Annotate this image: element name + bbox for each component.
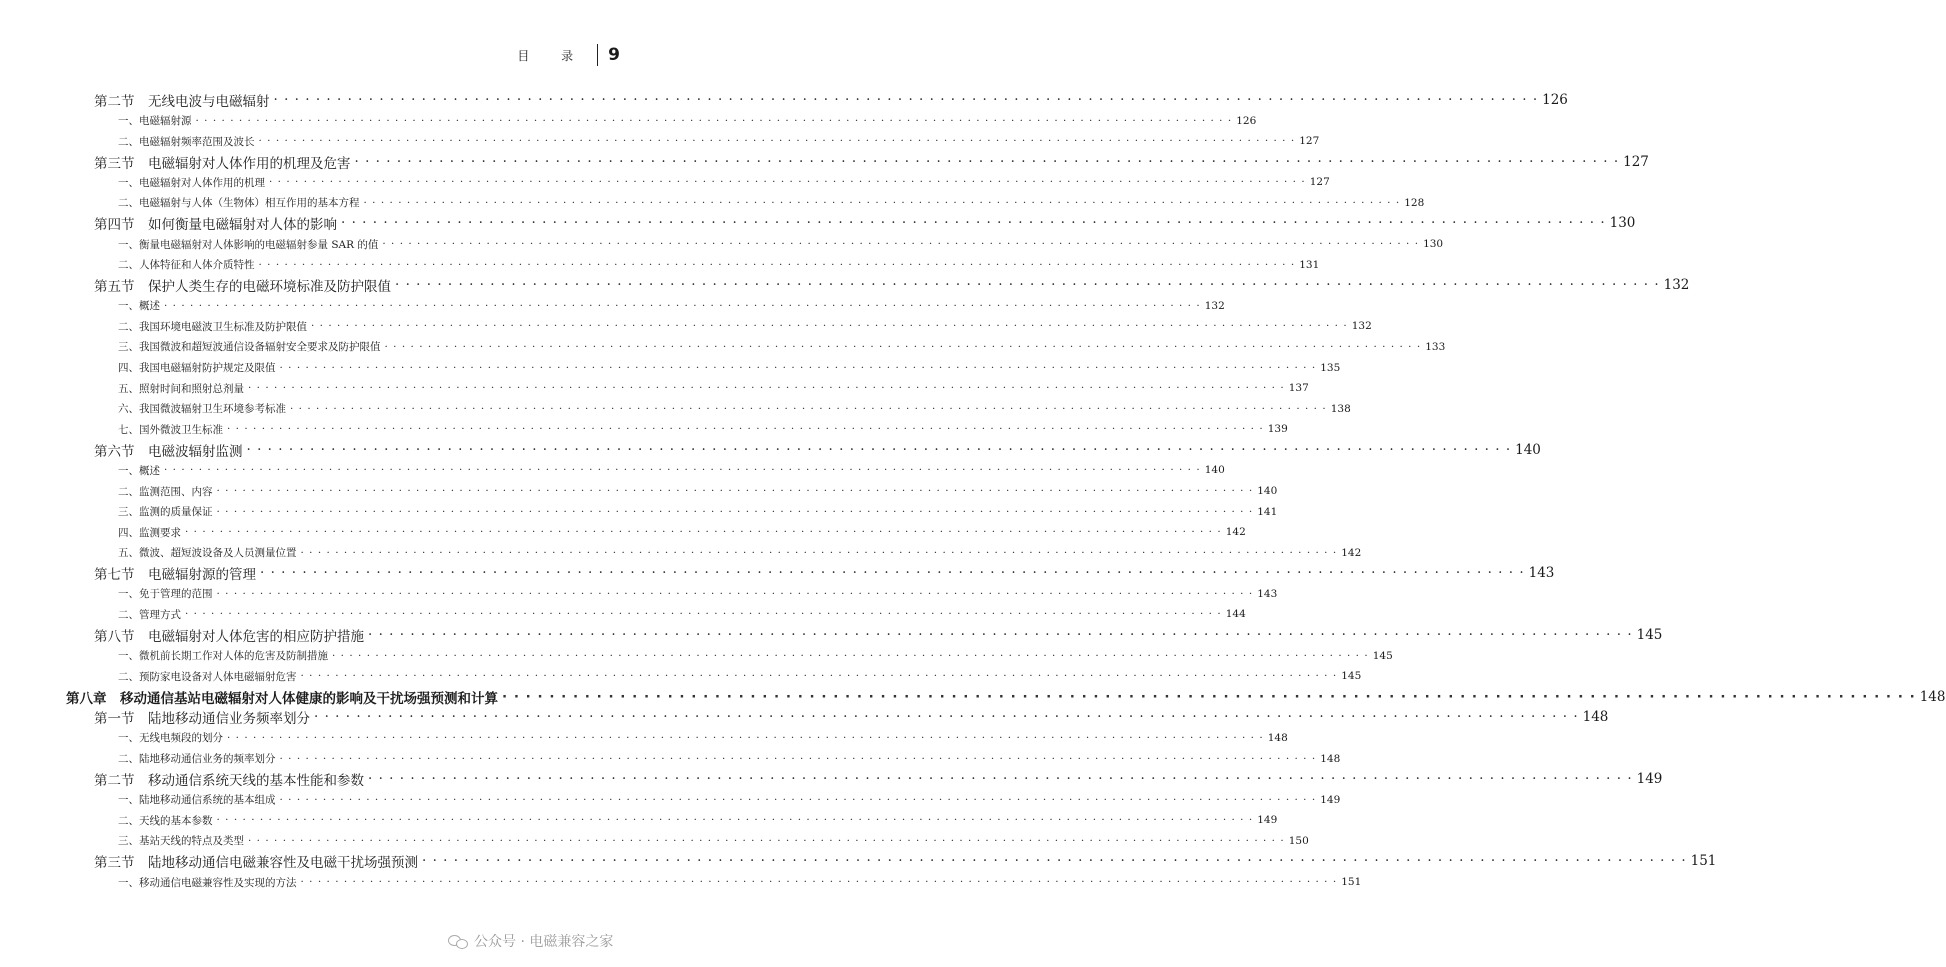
toc-leader-dots: · · · · · · · · · · · · · · · · · · · · · · · · · · · · · · · · · · · · · · · · · · · · · · · · · · · · · · · · · · · · · · · · · · · · · · · · · · · · · · · · · · · · · · · · · · · · · · · · · · · · · · · · · · · · · · · · · · · · · · · · — [422, 853, 1687, 870]
toc-page-number: 132 — [1204, 299, 1225, 312]
toc-label: 一、衡量电磁辐射对人体影响的电磁辐射参量 SAR 的值 — [118, 238, 379, 251]
toc-subentry — [118, 811, 1278, 829]
toc-subentry — [118, 132, 1320, 150]
toc-subentry — [118, 605, 1246, 623]
toc-label: 二、陆地移动通信业务的频率划分 — [118, 753, 276, 766]
toc-subentry — [118, 523, 1246, 541]
toc-page-number: 151 — [1341, 876, 1362, 888]
toc-page-number: 130 — [1609, 215, 1636, 232]
toc-leader-dots: · · · · · · · · · · · · · · · · · · · · · · · · · · · · · · · · · · · · · · · · · · · · · · · · · · · · · · · · · · · · · · · · · · · · · · · · · · · · · · · · · · · · · · · · · · · · · · · · · · · · · · · · · · · · · · · · · · · · · · · · — [227, 423, 1264, 436]
toc-label: 六、我国微波辐射卫生环境参考标准 — [118, 403, 286, 416]
toc-leader-dots: · · · · · · · · · · · · · · · · · · · · · · · · · · · · · · · · · · · · · · · · · · · · · · · · · · · · · · · · · · · · · · · · · · · · · · · · · · · · · · · · · · · · · · · · · · · · · · · · · · · · · · · · · · · · · · · · · · · · · · · · — [216, 485, 1254, 497]
toc-leader-dots: · · · · · · · · · · · · · · · · · · · · · · · · · · · · · · · · · · · · · · · · · · · · · · · · · · · · · · · · · · · · · · · · · · · · · · · · · · · · · · · · · · · · · · · · · · · · · · · · · · · · · · · · · · · · · · · · · · · · · · · · — [395, 277, 1660, 294]
toc-subentry — [118, 791, 1341, 809]
toc-page-number: 142 — [1225, 526, 1246, 539]
toc-page-number: 135 — [1320, 361, 1341, 374]
toc-subentry — [118, 832, 1309, 850]
toc-page-number: 140 — [1257, 485, 1278, 497]
toc-label: 一、移动通信电磁兼容性及实现的方法 — [118, 876, 297, 889]
toc-leader-dots: · · · · · · · · · · · · · · · · · · · · · · · · · · · · · · · · · · · · · · · · · · · · · · · · · · · · · · · · · · · · · · · · · · · · · · · · · · · · · · · · · · · · · · · · · · · · · · · · · · · · · · · · · · · · · · · · · · · · · · · · — [258, 258, 1296, 271]
toc-leader-dots: · · · · · · · · · · · · · · · · · · · · · · · · · · · · · · · · · · · · · · · · · · · · · · · · · · · · · · · · · · · · · · · · · · · · · · · · · · · · · · · · · · · · · · · · · · · · · · · · · · · · · · · · · · · · · · · · · · · · · · · · — [279, 793, 1317, 806]
toc-leader-dots: · · · · · · · · · · · · · · · · · · · · · · · · · · · · · · · · · · · · · · · · · · · · · · · · · · · · · · · · · · · · · · · · · · · · · · · · · · · · · · · · · · · · · · · · · · · · · · · · · · · · · · · · · · · · · · · · · · · · · · · · — [368, 627, 1633, 644]
toc-leader-dots: · · · · · · · · · · · · · · · · · · · · · · · · · · · · · · · · · · · · · · · · · · · · · · · · · · · · · · · · · · · · · · · · · · · · · · · · · · · · · · · · · · · · · · · · · · · · · · · · · · · · · · · · · · · · · · · · · · · · · · · · — [269, 176, 1306, 189]
toc-leader-dots: · · · · · · · · · · · · · · · · · · · · · · · · · · · · · · · · · · · · · · · · · · · · · · · · · · · · · · · · · · · · · · · · · · · · · · · · · · · · · · · · · · · · · · · · · · · · · · · · · · · · · · · · · · · · · · · · · · · · · · · · — [368, 771, 1633, 788]
toc-leader-dots: · · · · · · · · · · · · · · · · · · · · · · · · · · · · · · · · · · · · · · · · · · · · · · · · · · · · · · · · · · · · · · · · · · · · · · · · · · · · · · · · · · · · · · · · · · · · · · · · · · · · · · · · · · · · · · · · · · · · · · · · — [363, 196, 1401, 209]
toc-page-number: 141 — [1257, 505, 1278, 518]
page-number: 9 — [608, 45, 620, 65]
toc-label: 第八节 电磁辐射对人体危害的相应防护措施 — [94, 629, 364, 646]
wechat-icon — [448, 934, 468, 948]
toc-label: 二、人体特征和人体介质特性 — [118, 259, 255, 272]
toc-label: 一、概述 — [118, 464, 160, 477]
toc-label: 一、无线电频段的划分 — [118, 732, 223, 745]
toc-page-number: 145 — [1636, 627, 1663, 644]
toc-page-number: 133 — [1425, 340, 1446, 353]
toc-page-number: 127 — [1309, 176, 1330, 189]
toc-page-number: 148 — [1919, 688, 1946, 705]
toc-label: 第五节 保护人类生存的电磁环境标准及防护限值 — [94, 279, 391, 296]
toc-leader-dots: · · · · · · · · · · · · · · · · · · · · · · · · · · · · · · · · · · · · · · · · · · · · · · · · · · · · · · · · · · · · · · · · · · · · · · · · · · · · · · · · · · · · · · · · · · · · · · · · · · · · · · · · · · · · · · · · · · · · · · · · — [227, 731, 1264, 744]
watermark-text: 公众号 · 电磁兼容之家 — [474, 934, 614, 950]
toc-label: 一、陆地移动通信系统的基本组成 — [118, 794, 276, 807]
toc-page-number: 148 — [1320, 752, 1341, 765]
toc-subentry — [118, 256, 1320, 274]
toc-section — [94, 851, 1717, 872]
toc-section — [94, 275, 1690, 296]
toc-subentry — [118, 873, 1362, 891]
toc-label: 五、微波、超短波设备及人员测量位置 — [118, 547, 297, 560]
toc-label: 七、国外微波卫生标准 — [118, 423, 223, 436]
toc-subentry — [118, 235, 1444, 253]
toc-leader-dots: · · · · · · · · · · · · · · · · · · · · · · · · · · · · · · · · · · · · · · · · · · · · · · · · · · · · · · · · · · · · · · · · · · · · · · · · · · · · · · · · · · · · · · · · · · · · · · · · · · · · · · · · · · · · · · · · · · · · · · · · — [332, 649, 1369, 662]
toc-leader-dots: · · · · · · · · · · · · · · · · · · · · · · · · · · · · · · · · · · · · · · · · · · · · · · · · · · · · · · · · · · · · · · · · · · · · · · · · · · · · · · · · · · · · · · · · · · · · · · · · · · · · · · · · · · · · · · · · · · · · · · · · — [300, 670, 1338, 683]
toc-page-number: 143 — [1528, 565, 1555, 582]
toc-page-number: 132 — [1663, 277, 1690, 294]
toc-page-number: 149 — [1257, 814, 1278, 827]
toc-section — [94, 213, 1636, 234]
toc-label: 第二节 移动通信系统天线的基本性能和参数 — [94, 773, 364, 790]
toc-leader-dots: · · · · · · · · · · · · · · · · · · · · · · · · · · · · · · · · · · · · · · · · · · · · · · · · · · · · · · · · · · · · · · · · · · · · · · · · · · · · · · · · · · · · · · · · · · · · · · · · · · · · · · · · · · · · · · · · · · · · · · · · — [185, 526, 1222, 539]
toc-label: 二、电磁辐射与人体（生物体）相互作用的基本方程 — [118, 197, 360, 210]
toc-leader-dots: · · · · · · · · · · · · · · · · · · · · · · · · · · · · · · · · · · · · · · · · · · · · · · · · · · · · · · · · · · · · · · · · · · · · · · · · · · · · · · · · · · · · · · · · · · · · · · · · · · · · · · · · · · · · · · · · · · · · · · · · — [311, 320, 1348, 333]
toc-label: 二、监测范围、内容 — [118, 485, 213, 498]
toc-leader-dots: · · · · · · · · · · · · · · · · · · · · · · · · · · · · · · · · · · · · · · · · · · · · · · · · · · · · · · · · · · · · · · · · · · · · · · · · · · · · · · · · · · · · · · · · · · · · · · · · · · · · · · · · · · · · · · · · · · · · · · · · — [216, 814, 1254, 827]
toc-page-number: 144 — [1225, 608, 1246, 621]
toc-page-number: 127 — [1623, 153, 1649, 170]
header-title: 目 录 — [517, 48, 588, 63]
header-divider — [597, 44, 598, 66]
toc-subentry — [118, 647, 1393, 665]
toc-leader-dots: · · · · · · · · · · · · · · · · · · · · · · · · · · · · · · · · · · · · · · · · · · · · · · · · · · · · · · · · · · · · · · · · · · · · · · · · · · · · · · · · · · · · · · · · · · · · · · · · · · · · · · · · · · · · · · · · · · · · · · · · — [273, 92, 1539, 108]
toc-subentry — [118, 359, 1341, 377]
toc-page-number: 139 — [1267, 423, 1288, 436]
toc-subentry — [118, 173, 1330, 191]
toc-subentry — [118, 729, 1288, 747]
toc-label: 二、管理方式 — [118, 608, 181, 621]
toc-subentry — [118, 112, 1257, 130]
toc-page-number: 128 — [1404, 196, 1425, 209]
toc-leader-dots: · · · · · · · · · · · · · · · · · · · · · · · · · · · · · · · · · · · · · · · · · · · · · · · · · · · · · · · · · · · · · · · · · · · · · · · · · · · · · · · · · · · · · · · · · · · · · · · · · · · · · · · · · · · · · · · · · · · · · · · · — [216, 587, 1254, 600]
toc-leader-dots: · · · · · · · · · · · · · · · · · · · · · · · · · · · · · · · · · · · · · · · · · · · · · · · · · · · · · · · · · · · · · · · · · · · · · · · · · · · · · · · · · · · · · · · · · · · · · · · · · · · · · · · · · · · · · · · · · · · · · · · · — [290, 402, 1327, 415]
toc-leader-dots: · · · · · · · · · · · · · · · · · · · · · · · · · · · · · · · · · · · · · · · · · · · · · · · · · · · · · · · · · · · · · · · · · · · · · · · · · · · · · · · · · · · · · · · · · · · · · · · · · · · · · · · · · · · · · · · · · · · · · · · · — [341, 215, 1606, 232]
toc-leader-dots: · · · · · · · · · · · · · · · · · · · · · · · · · · · · · · · · · · · · · · · · · · · · · · · · · · · · · · · · · · · · · · · · · · · · · · · · · · · · · · · · · · · · · · · · · · · · · · · · · · · · · · · · · · · · · · · · · · · · · · · · — [279, 361, 1317, 374]
toc-subentry — [118, 297, 1225, 315]
toc-subentry — [118, 379, 1309, 397]
toc-leader-dots: · · · · · · · · · · · · · · · · · · · · · · · · · · · · · · · · · · · · · · · · · · · · · · · · · · · · · · · · · · · · · · · · · · · · · · · · · · · · · · · · · · · · · · · · · · · · · · · · · · · · · · · · · · · · · · · · · · · · · · · · — [164, 299, 1201, 312]
toc-label: 三、基站天线的特点及类型 — [118, 835, 244, 848]
toc-page-number: 127 — [1299, 135, 1320, 148]
toc-page-number: 149 — [1320, 793, 1341, 806]
toc-subentry — [118, 585, 1278, 603]
toc-section — [94, 625, 1663, 646]
toc-page-number: 140 — [1204, 464, 1225, 477]
toc-leader-dots: · · · · · · · · · · · · · · · · · · · · · · · · · · · · · · · · · · · · · · · · · · · · · · · · · · · · · · · · · · · · · · · · · · · · · · · · · · · · · · · · · · · · · · · · · · · · · · · · · · · · · · · · · · · · · · · · · · · · · · · · — [216, 505, 1254, 518]
toc-page-number: 126 — [1236, 114, 1257, 127]
toc-label: 四、我国电磁辐射防护规定及限值 — [118, 362, 276, 375]
toc-leader-dots: · · · · · · · · · · · · · · · · · · · · · · · · · · · · · · · · · · · · · · · · · · · · · · · · · · · · · · · · · · · · · · · · · · · · · · · · · · · · · · · · · · · · · · · · · · · · · · · · · · · · · · · · · · · · · · · · · · · · · · · · — [195, 114, 1233, 127]
toc-page-number: 132 — [1351, 320, 1372, 333]
toc-leader-dots: · · · · · · · · · · · · · · · · · · · · · · · · · · · · · · · · · · · · · · · · · · · · · · · · · · · · · · · · · · · · · · · · · · · · · · · · · · · · · · · · · · · · · · · · · · · · · · · · · · · · · · · · · · · · · · · · · · · · · · · · — [248, 834, 1285, 847]
toc-subentry — [118, 544, 1362, 562]
toc-leader-dots: · · · · · · · · · · · · · · · · · · · · · · · · · · · · · · · · · · · · · · · · · · · · · · · · · · · · · · · · · · · · · · · · · · · · · · · · · · · · · · · · · · · · · · · · · · · · · · · · · · · · · · · · · · · · · · · · · · · · · · · · — [246, 441, 1512, 458]
toc-subentry — [118, 420, 1288, 438]
toc-label: 三、监测的质量保证 — [118, 506, 213, 519]
toc-page-number: 126 — [1542, 92, 1568, 108]
toc-subentry — [118, 482, 1278, 500]
toc-subentry — [118, 400, 1351, 418]
toc-label: 四、监测要求 — [118, 526, 181, 539]
toc-label: 第七节 电磁辐射源的管理 — [94, 567, 256, 584]
toc-subentry — [118, 338, 1446, 356]
toc-label: 三、我国微波和超短波通信设备辐射安全要求及防护限值 — [118, 341, 381, 354]
toc-leader-dots: · · · · · · · · · · · · · · · · · · · · · · · · · · · · · · · · · · · · · · · · · · · · · · · · · · · · · · · · · · · · · · · · · · · · · · · · · · · · · · · · · · · · · · · · · · · · · · · · · · · · · · · · · · · · · · · · · · · · · · · · — [502, 688, 1916, 705]
toc-label: 第一节 陆地移动通信业务频率划分 — [94, 711, 310, 728]
toc-section — [94, 440, 1541, 460]
toc-leader-dots: · · · · · · · · · · · · · · · · · · · · · · · · · · · · · · · · · · · · · · · · · · · · · · · · · · · · · · · · · · · · · · · · · · · · · · · · · · · · · · · · · · · · · · · · · · · · · · · · · · · · · · · · · · · · · · · · · · · · · · · · — [248, 382, 1285, 395]
toc-leader-dots: · · · · · · · · · · · · · · · · · · · · · · · · · · · · · · · · · · · · · · · · · · · · · · · · · · · · · · · · · · · · · · · · · · · · · · · · · · · · · · · · · · · · · · · · · · · · · · · · · · · · · · · · · · · · · · · · · · · · · · · · — [300, 876, 1338, 888]
toc-page-number: 149 — [1636, 771, 1663, 788]
toc-page-number: 148 — [1267, 731, 1288, 744]
toc-subentry — [118, 503, 1278, 521]
toc-section — [94, 769, 1663, 790]
toc-label: 第四节 如何衡量电磁辐射对人体的影响 — [94, 217, 337, 234]
toc-label: 第三节 电磁辐射对人体作用的机理及危害 — [94, 155, 351, 172]
toc-page-number: 142 — [1341, 546, 1362, 559]
toc-label: 一、免于管理的范围 — [118, 588, 213, 601]
toc-subentry — [118, 750, 1341, 768]
toc-leader-dots: · · · · · · · · · · · · · · · · · · · · · · · · · · · · · · · · · · · · · · · · · · · · · · · · · · · · · · · · · · · · · · · · · · · · · · · · · · · · · · · · · · · · · · · · · · · · · · · · · · · · · · · · · · · · · · · · · · · · · · · · — [384, 340, 1422, 353]
toc-chapter — [66, 687, 1946, 707]
toc-page-number: 145 — [1341, 670, 1362, 683]
page-header — [517, 42, 620, 68]
toc-leader-dots: · · · · · · · · · · · · · · · · · · · · · · · · · · · · · · · · · · · · · · · · · · · · · · · · · · · · · · · · · · · · · · · · · · · · · · · · · · · · · · · · · · · · · · · · · · · · · · · · · · · · · · · · · · · · · · · · · · · · · · · · — [258, 135, 1296, 148]
toc-leader-dots: · · · · · · · · · · · · · · · · · · · · · · · · · · · · · · · · · · · · · · · · · · · · · · · · · · · · · · · · · · · · · · · · · · · · · · · · · · · · · · · · · · · · · · · · · · · · · · · · · · · · · · · · · · · · · · · · · · · · · · · · — [354, 153, 1620, 170]
toc-label: 二、预防家电设备对人体电磁辐射危害 — [118, 670, 297, 683]
toc-leader-dots: · · · · · · · · · · · · · · · · · · · · · · · · · · · · · · · · · · · · · · · · · · · · · · · · · · · · · · · · · · · · · · · · · · · · · · · · · · · · · · · · · · · · · · · · · · · · · · · · · · · · · · · · · · · · · · · · · · · · · · · · — [260, 565, 1525, 582]
toc-page-number: 130 — [1423, 238, 1444, 251]
toc-label: 二、我国环境电磁波卫生标准及防护限值 — [118, 320, 307, 333]
toc-label: 第八章 移动通信基站电磁辐射对人体健康的影响及干扰场强预测和计算 — [66, 690, 498, 707]
toc-subentry — [118, 317, 1372, 335]
toc-section — [94, 707, 1609, 728]
toc-page-number: 151 — [1690, 853, 1717, 870]
toc-label: 第六节 电磁波辐射监测 — [94, 443, 243, 460]
toc-subentry — [118, 194, 1425, 212]
toc-label: 一、概述 — [118, 300, 160, 313]
toc-leader-dots: · · · · · · · · · · · · · · · · · · · · · · · · · · · · · · · · · · · · · · · · · · · · · · · · · · · · · · · · · · · · · · · · · · · · · · · · · · · · · · · · · · · · · · · · · · · · · · · · · · · · · · · · · · · · · · · · · · · · · · · · — [300, 546, 1338, 559]
toc-leader-dots: · · · · · · · · · · · · · · · · · · · · · · · · · · · · · · · · · · · · · · · · · · · · · · · · · · · · · · · · · · · · · · · · · · · · · · · · · · · · · · · · · · · · · · · · · · · · · · · · · · · · · · · · · · · · · · · · · · · · · · · · — [279, 752, 1317, 765]
toc-section — [94, 90, 1568, 110]
toc-label: 二、电磁辐射频率范围及波长 — [118, 135, 255, 148]
toc-leader-dots: · · · · · · · · · · · · · · · · · · · · · · · · · · · · · · · · · · · · · · · · · · · · · · · · · · · · · · · · · · · · · · · · · · · · · · · · · · · · · · · · · · · · · · · · · · · · · · · · · · · · · · · · · · · · · · · · · · · · · · · · — [314, 709, 1579, 726]
toc-section — [94, 563, 1555, 584]
toc-subentry — [118, 667, 1362, 685]
toc-leader-dots: · · · · · · · · · · · · · · · · · · · · · · · · · · · · · · · · · · · · · · · · · · · · · · · · · · · · · · · · · · · · · · · · · · · · · · · · · · · · · · · · · · · · · · · · · · · · · · · · · · · · · · · · · · · · · · · · · · · · · · · · — [185, 608, 1222, 621]
toc-label: 第三节 陆地移动通信电磁兼容性及电磁干扰场强预测 — [94, 855, 418, 872]
toc-label: 一、微机前长期工作对人体的危害及防制措施 — [118, 650, 328, 663]
toc-leader-dots: · · · · · · · · · · · · · · · · · · · · · · · · · · · · · · · · · · · · · · · · · · · · · · · · · · · · · · · · · · · · · · · · · · · · · · · · · · · · · · · · · · · · · · · · · · · · · · · · · · · · · · · · · · · · · · · · · · · · · · · · — [382, 238, 1420, 251]
toc-leader-dots: · · · · · · · · · · · · · · · · · · · · · · · · · · · · · · · · · · · · · · · · · · · · · · · · · · · · · · · · · · · · · · · · · · · · · · · · · · · · · · · · · · · · · · · · · · · · · · · · · · · · · · · · · · · · · · · · · · · · · · · · — [164, 464, 1201, 477]
toc-label: 一、电磁辐射源 — [118, 115, 192, 128]
toc-label: 一、电磁辐射对人体作用的机理 — [118, 176, 265, 189]
toc-page-number: 145 — [1372, 649, 1393, 662]
toc-page-number: 131 — [1299, 258, 1320, 271]
toc-label: 二、天线的基本参数 — [118, 814, 213, 827]
toc-page-number: 143 — [1257, 587, 1278, 600]
toc-label: 第二节 无线电波与电磁辐射 — [94, 94, 270, 110]
toc-page-number: 138 — [1330, 402, 1351, 415]
toc-page-number: 140 — [1515, 441, 1541, 458]
toc-page-number: 137 — [1288, 382, 1309, 395]
toc-label: 五、照射时间和照射总剂量 — [118, 382, 244, 395]
watermark — [448, 930, 613, 952]
toc-page-number: 150 — [1288, 834, 1309, 847]
toc-section — [94, 152, 1649, 172]
toc-page-number: 148 — [1582, 709, 1609, 726]
toc-subentry — [118, 461, 1225, 479]
